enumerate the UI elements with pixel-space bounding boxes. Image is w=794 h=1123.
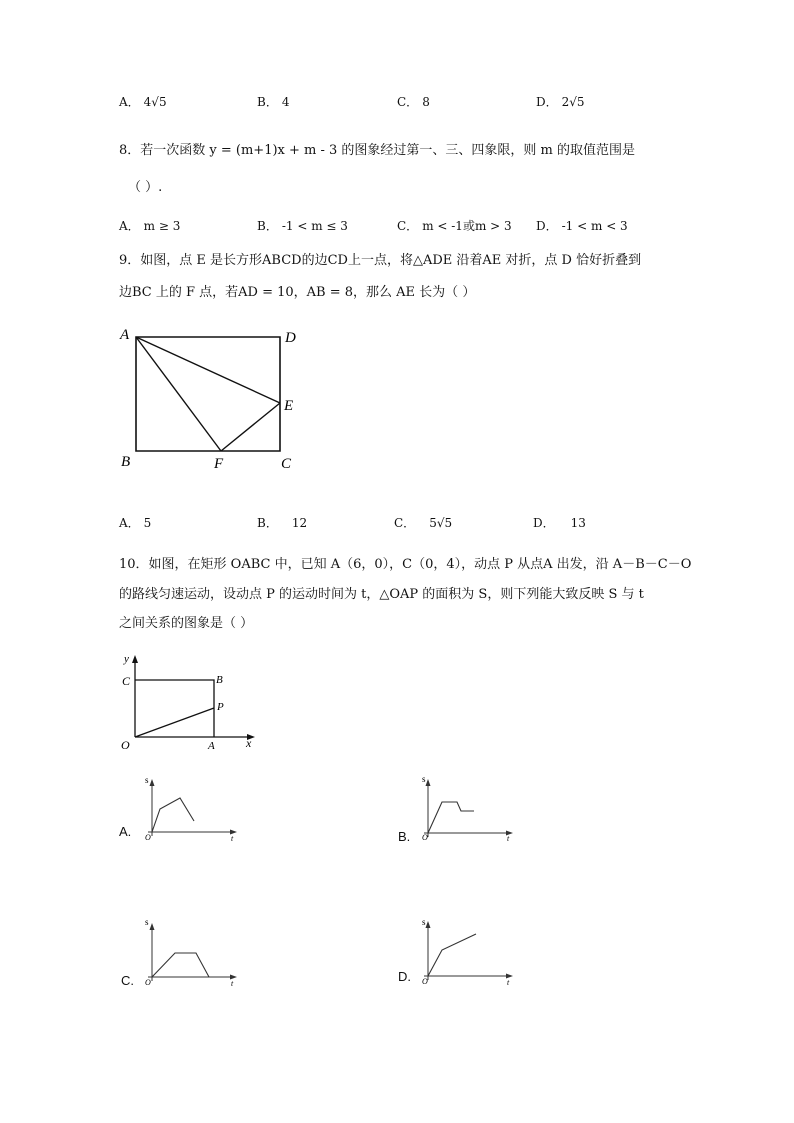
q7-option-c-letter: C． [397,95,419,109]
q9-segment-af [136,337,221,451]
q10-a-s-label: s [145,775,149,785]
q8-stem-line1: 8．若一次函数 y = (m+1)x + m - 3 的图象经过第一、三、四象限，则 m 的取值范围是 [119,143,636,158]
q8-option-c-letter: C． [397,219,419,233]
q8-option-d-text: -1 < m < 3 [561,219,628,233]
q7-option-d [536,93,585,110]
q9-label-d: D [285,330,296,346]
q8-option-b-letter: B． [257,219,278,233]
q10-c-curve [152,953,209,977]
q8-option-a-letter: A． [119,219,140,233]
q10-stem-line3: 之间关系的图象是（ ） [119,616,254,631]
q10-label-o: O [121,738,130,752]
q7-option-a [119,93,167,110]
q9-option-b-text: 12 [291,516,308,530]
q7-option-b-letter: B． [257,95,278,109]
q9-label-e: E [284,398,294,414]
q10-b-s-label: s [422,774,426,784]
q10-stem-line1: 10．如图，在矩形 OABC 中，已知 A（6，0），C（0，4），动点 P 从点A 出发，沿 A－B－C－O [119,557,692,572]
q9-rectangle-figure [110,318,310,478]
q8-option-a-text: m ≥ 3 [143,219,181,233]
q10-label-x: x [246,736,252,750]
q10-option-d-label: D. [398,969,411,984]
q9-segment-fe [221,403,280,451]
q10-b-s-arrow [426,779,431,786]
q10-c-s-arrow [150,923,155,930]
q10-rectangle-oabc [135,680,214,737]
q7-option-d-text: 2√5 [561,95,585,109]
q10-label-a: A [208,740,215,752]
q10-d-s-label: s [422,917,426,927]
q10-rectangle-figure [115,648,265,753]
q8-option-c [397,217,512,234]
q9-segment-ae [136,337,280,403]
q10-option-c-graph [138,914,242,990]
q9-option-c-letter: C． [394,516,416,530]
q8-option-d-letter: D． [536,219,558,233]
q9-option-b [257,514,307,531]
q10-option-a-label: A. [119,824,132,839]
q10-segment-op [135,708,214,737]
q10-option-c-label: C. [121,973,134,988]
q9-option-d-letter: D． [533,516,555,530]
q7-option-b [257,93,289,110]
q10-b-o-label: O [422,833,428,842]
q7-option-d-letter: D． [536,95,558,109]
q9-option-b-letter: B． [257,516,278,530]
q7-option-a-text: 4√5 [143,95,167,109]
q10-c-t-label: t [231,979,234,988]
q8-stem-line2: （ ）. [128,180,163,195]
q10-d-o-label: O [422,977,428,986]
q8-option-d [536,217,628,234]
q10-label-b: B [216,674,223,686]
q10-option-b-label: B. [398,829,411,844]
q8-option-a [119,217,180,234]
q9-option-d [533,514,586,531]
q10-d-s-arrow [426,921,431,928]
q7-option-a-letter: A． [119,95,140,109]
q10-d-t-label: t [507,978,510,987]
q9-stem-line2: 边BC 上的 F 点，若AD = 10，AB = 8，那么 AE 长为（ ） [119,285,476,300]
q9-label-a: A [120,327,130,343]
q10-c-o-label: O [145,978,151,987]
q9-label-b: B [121,454,131,470]
q10-option-d-graph [414,912,518,988]
q9-stem-line1: 9．如图，点 E 是长方形ABCD的边CD上一点，将△ADE 沿着AE 对折，点 D 恰好折叠到 [119,253,642,268]
q7-option-b-text: 4 [281,95,290,109]
q10-a-curve [152,798,194,832]
q7-option-c-text: 8 [422,95,430,109]
q9-option-c-text: 5√5 [429,516,453,530]
q8-option-b [257,217,348,234]
q10-d-curve [428,934,476,976]
q10-b-curve [428,802,474,833]
q9-option-d-text: 13 [570,516,586,530]
q10-label-y: y [124,653,129,665]
q10-c-s-label: s [145,917,149,927]
q9-option-c [394,514,452,531]
q10-option-a-graph [138,770,242,842]
q10-y-axis-arrow [132,655,138,663]
q9-option-a-text: 5 [143,516,152,530]
q10-label-c: C [122,674,131,688]
q9-label-c: C [281,456,292,472]
q8-option-b-text: -1 < m ≤ 3 [281,219,348,233]
q10-a-t-label: t [231,834,234,842]
q9-label-f: F [214,456,224,472]
q10-b-t-label: t [507,834,510,842]
q7-option-c [397,93,430,110]
q9-option-a [119,514,151,531]
q8-option-c-text: m < -1或m > 3 [422,219,512,233]
q9-option-a-letter: A． [119,516,140,530]
q10-a-s-arrow [150,779,155,786]
q10-label-p: P [217,701,224,713]
q10-option-b-graph [414,770,518,842]
q10-a-o-label: O [145,833,151,842]
q10-stem-line2: 的路线匀速运动，设动点 P 的运动时间为 t，△OAP 的面积为 S，则下列能大致反映 S 与 t [119,587,644,602]
